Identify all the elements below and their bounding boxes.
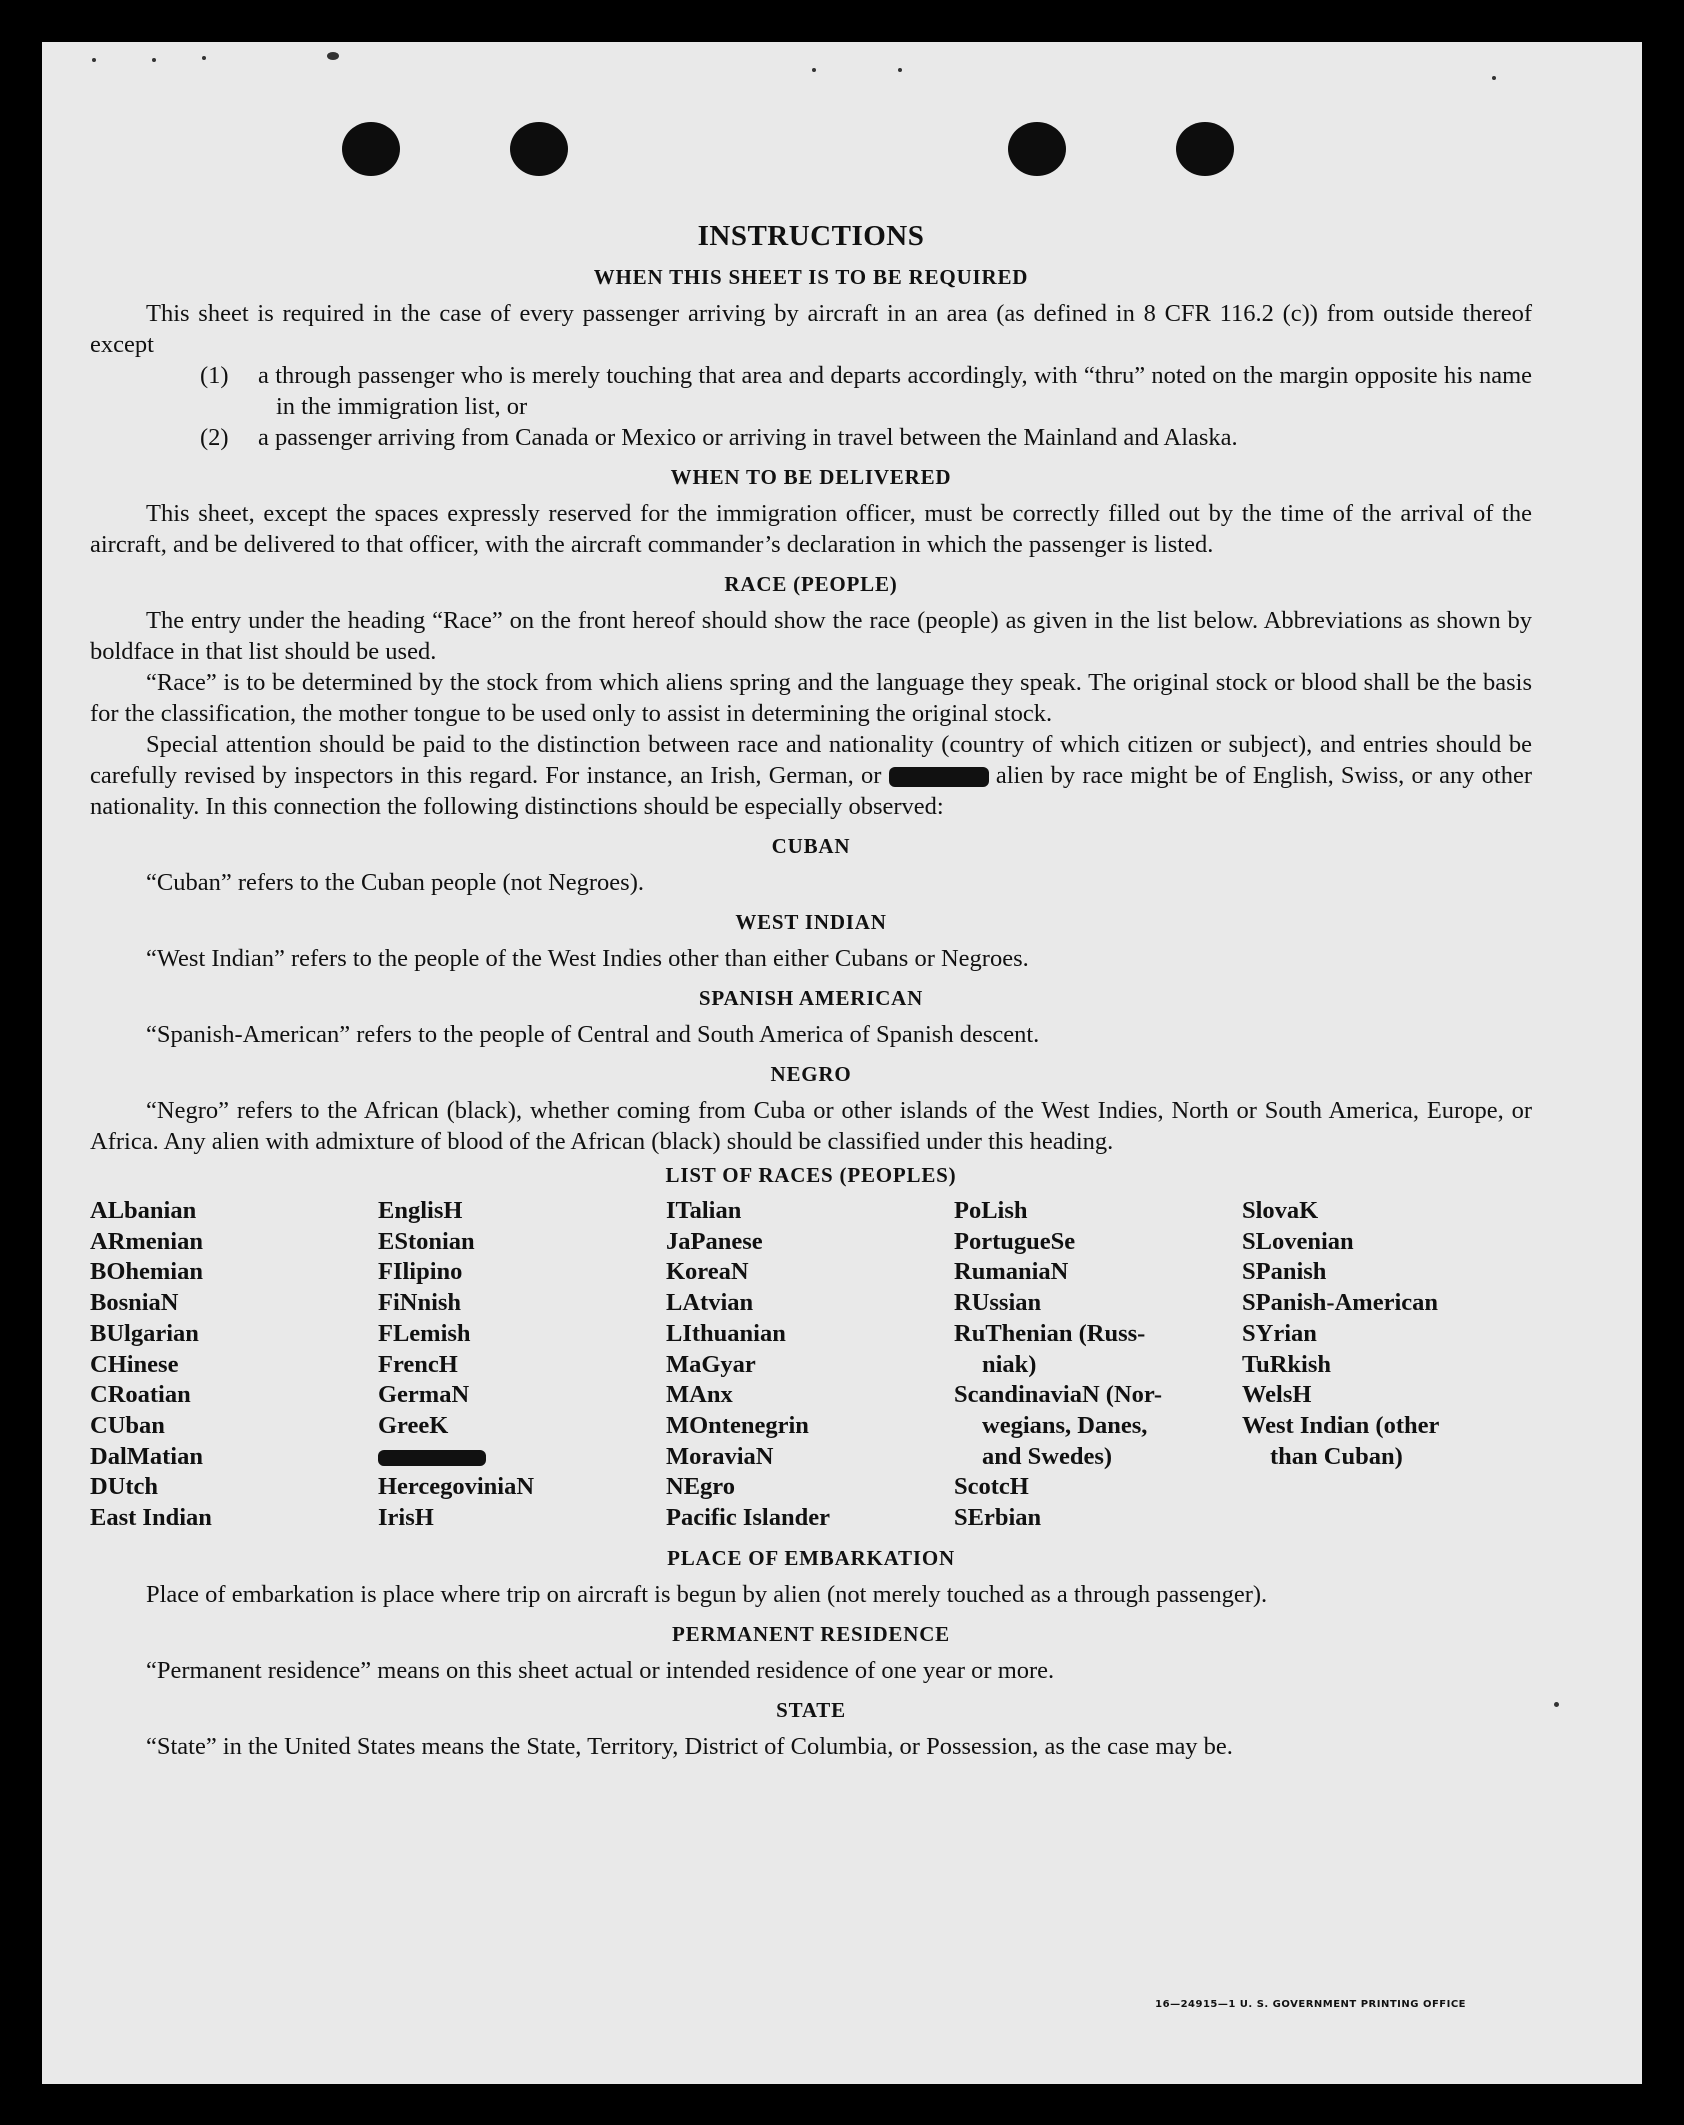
section-heading-permanent-residence: PERMANENT RESIDENCE [672,1621,950,1646]
document-sheet [42,42,1642,2084]
race-item: HercegoviniaN [378,1473,535,1501]
race-item: FIlipino [378,1258,463,1286]
race-item: IrisH [378,1504,434,1532]
instructions-content [90,220,1532,1762]
list-item-text: a through passenger who is merely touching that area and departs accordingly, with “thru” noted on the margin opposite his name in the immigration list, or [258,362,1532,420]
race-item: RuThenian (Russ- [954,1319,1146,1347]
race-item-continued: wegians, Danes, [982,1411,1148,1439]
section-heading-embarkation: PLACE OF EMBARKATION [667,1545,955,1570]
race-item: DUtch [90,1473,159,1501]
race-item: NEgro [666,1473,735,1501]
race-item: CHinese [90,1350,179,1378]
paragraph-embarkation: Place of embarkation is place where trip on aircraft is begun by alien (not merely touched as a through passenger). [146,1580,1268,1608]
race-item-continued: than Cuban) [1270,1442,1403,1470]
race-item: SlovaK [1242,1197,1319,1224]
list-item-exception-1 [200,360,1532,422]
races-column-1 [90,1196,378,1534]
section-heading-when-delivered: WHEN TO BE DELIVERED [670,465,952,489]
race-item: SPanish-American [1242,1289,1438,1317]
speck [327,52,339,60]
paragraph-when-delivered: This sheet, except the spaces expressly reserved for the immigration officer, must be correctly filled out by the time of the arrival of the aircraft, and be delivered to that officer, with the aircraft commander’s declaration in which the passenger is listed. [90,500,1532,558]
printing-office-code: 16—24915—1 U. S. GOVERNMENT PRINTING OFFICE [1155,1999,1466,2010]
paragraph-when-required: This sheet is required in the case of every passenger arriving by aircraft in an area (as defined in 8 CFR 116.2 (c)) from outside thereof except [90,300,1532,358]
redaction-mark [378,1450,486,1466]
race-item: CRoatian [90,1381,191,1409]
race-item: FLemish [378,1319,471,1347]
race-item: SPanish [1242,1258,1327,1286]
paragraph-permanent-residence: “Permanent residence” means on this sheet actual or intended residence of one year or more. [146,1656,1055,1684]
race-item: TuRkish [1242,1350,1332,1378]
speck [898,68,902,72]
page-title: INSTRUCTIONS [697,220,925,252]
section-heading-negro: NEGRO [770,1062,852,1086]
race-item: JaPanese [666,1227,763,1255]
speck [152,58,156,62]
list-item-exception-2 [200,422,1532,453]
race-item: BUlgarian [90,1319,199,1347]
race-item: CUban [90,1411,165,1439]
punch-hole [342,122,400,176]
list-number: (1) [200,362,229,389]
race-item: West Indian (other [1242,1411,1440,1439]
race-item: ALbanian [90,1197,197,1224]
race-item: MAnx [666,1381,733,1409]
punch-hole [1176,122,1234,176]
race-item-continued: niak) [982,1350,1037,1378]
race-item: GreeK [378,1411,449,1439]
race-item: ScandinaviaN (Nor- [954,1381,1163,1409]
race-item: BosniaN [90,1289,179,1317]
race-item: EnglisH [378,1197,463,1224]
paragraph-race-3 [90,729,1532,822]
paragraph-negro: “Negro” refers to the African (black), whether coming from Cuba or other islands of the West Indies, North or South America, Europe, or Africa. Any alien with admixture of blood of the African (black) should be classified under this heading. [90,1097,1532,1155]
paragraph-spanish-american: “Spanish-American” refers to the people of Central and South America of Spanish descent. [146,1021,1040,1048]
paragraph-race-3-b: alien by race might be of English, Swiss, or any other nationality. In this connection the following distinctions should be especially observed: [90,762,1532,820]
race-item: LIthuanian [666,1319,786,1347]
list-number: (2) [200,424,229,451]
race-item: FrencH [378,1350,458,1378]
paragraph-west-indian: “West Indian” refers to the people of the West Indies other than either Cubans or Negroes. [146,945,1029,972]
race-item: PoLish [954,1197,1028,1224]
speck [1554,1702,1559,1707]
race-item: EStonian [378,1227,475,1255]
race-item: ScotcH [954,1473,1029,1501]
races-column-2 [378,1196,666,1534]
section-heading-state: STATE [776,1697,846,1722]
race-item: DalMatian [90,1442,203,1470]
section-heading-when-required: WHEN THIS SHEET IS TO BE REQUIRED [593,265,1029,289]
redaction-mark [889,767,989,787]
race-item-redacted [378,1442,666,1473]
speck [202,56,206,60]
race-item: SYrian [1242,1319,1317,1347]
section-heading-west-indian: WEST INDIAN [735,910,887,934]
race-item: GermaN [378,1381,470,1409]
race-item: ARmenian [90,1227,203,1255]
list-item-text: a passenger arriving from Canada or Mexico or arriving in travel between the Mainland and Alaska. [258,424,1238,451]
paragraph-race-2: “Race” is to be determined by the stock from which aliens spring and the language they speak. The original stock or blood shall be the basis for the classification, the mother tongue to be used only to assist in determining the original stock. [90,669,1532,727]
section-heading-list-of-races: LIST OF RACES (PEOPLES) [665,1163,957,1187]
race-item: SErbian [954,1504,1042,1532]
punch-hole [510,122,568,176]
race-item: RUssian [954,1289,1042,1317]
races-list [90,1196,1532,1534]
speck [92,58,96,62]
paragraph-race-3-a: Special attention should be paid to the distinction between race and nationality (country of which citizen or subject), and entries should be carefully revised by inspectors in this regard. For instance, an Irish, German, or [90,731,1532,789]
race-item-continued: and Swedes) [982,1442,1113,1470]
speck [1492,76,1496,80]
race-item: SLovenian [1242,1227,1354,1255]
races-column-5 [1242,1196,1530,1534]
race-item: WelsH [1242,1381,1312,1409]
race-item: MaGyar [666,1350,756,1378]
speck [812,68,816,72]
race-item: BOhemian [90,1258,203,1286]
race-item: RumaniaN [954,1258,1069,1286]
race-item: Pacific Islander [666,1504,830,1532]
paragraph-race-1: The entry under the heading “Race” on the front hereof should show the race (people) as given in the list below. Abbreviations as shown by boldface in that list should be used. [90,607,1532,665]
race-item: East Indian [90,1504,212,1532]
section-heading-spanish-american: SPANISH AMERICAN [698,986,924,1010]
paragraph-cuban: “Cuban” refers to the Cuban people (not Negroes). [146,869,644,896]
race-item: FiNnish [378,1289,462,1317]
races-column-4 [954,1196,1242,1534]
race-item: KoreaN [666,1258,749,1286]
race-item: MoraviaN [666,1442,774,1470]
punch-hole [1008,122,1066,176]
race-item: ITalian [666,1197,742,1224]
race-item: MOntenegrin [666,1411,809,1439]
race-item: LAtvian [666,1289,754,1317]
race-item: PortugueSe [954,1227,1076,1255]
paragraph-state: “State” in the United States means the State, Territory, District of Columbia, or Possession, as the case may be. [146,1732,1233,1760]
races-column-3 [666,1196,954,1534]
section-heading-race: RACE (PEOPLE) [724,572,898,596]
section-heading-cuban: CUBAN [771,834,851,858]
